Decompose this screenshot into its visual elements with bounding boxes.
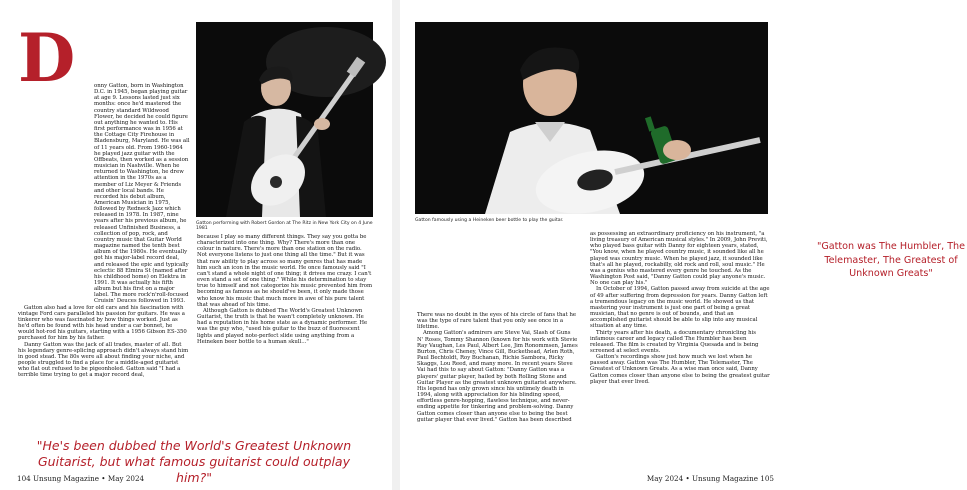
paragraph: as possessing an extraordinary proficiency on his instrument, "a living treasury of American musical styles." In 2009, John Previti, who played bass guitar with Danny for eighteen years, stated, "You know, when he played country music, it sounded like all he played was country music. When he played jazz, it sounded like that's all he played, rockabilly, old rock and roll, soul music." He was a genius who mastered every genre he touched. As the Washington Post said, "Danny Gatton could play anyone's music. No one can play his." bbox=[590, 231, 768, 287]
right-page-column-2 bbox=[590, 231, 770, 385]
page-footer: May 2024 • Unsung Magazine 105 bbox=[646, 474, 774, 483]
paragraph: Although Gatton is dubbed The World's Greatest Unknown Guitarist, the truth is that he wasn't completely unknown. He had a reputation in his home state as a dynamic performer. He was the guy who, "used his guitar to the buzz of fluorescent lights and played note-perfect slide using anything from a Heineken beer bottle to a human skull..." bbox=[197, 307, 368, 345]
paragraph: Thirty years after his death, a documentary chronicling his infamous career and legacy called The Humbler has been released. The film is created by Virginia Quesada and is being screened at select events. bbox=[590, 329, 759, 354]
guitarist-bottle-photo-illustration bbox=[415, 22, 768, 214]
left-page-column-2 bbox=[197, 234, 373, 345]
right-page bbox=[400, 0, 966, 490]
photo-gatton-performing bbox=[196, 22, 373, 217]
page-gutter bbox=[392, 0, 400, 490]
right-page-column-1 bbox=[417, 312, 578, 423]
paragraph: Gatton also had a love for old cars and his fascination with vintage Ford cars paralleled his passion for guitars. He was a tinkerer who was fascinated by how things worked. Just as he'd often be found with his head under a car bonnet, he would hot-rod his guitars, starting with a 1956 Gibson ES-350 purchased for him by his father. bbox=[18, 304, 187, 342]
paragraph: In October of 1994, Gatton passed away from suicide at the age of 49 after suffering from depression for years. Danny Gatton left a tremendous legacy on the music world. He showed us that mastering your instrument is just one part of being a great musician, that no genre is out of bounds, and that an accomplished guitarist should be able to slip into any musical situation at any time. bbox=[590, 286, 770, 330]
left-page bbox=[0, 0, 392, 490]
pull-quote: "He's been dubbed the World's Greatest Unknown Guitarist, but what famous guitarist could outplay him?" bbox=[36, 438, 352, 485]
pull-quote: "Gatton was The Humbler, The Telemaster, The Greatest of Unknown Greats" bbox=[816, 241, 966, 279]
paragraph: There was no doubt in the eyes of his circle of fans that he was the type of rare talent that you only see once in a lifetime. bbox=[417, 312, 577, 331]
left-page-column-1 bbox=[18, 83, 190, 379]
paragraph: Among Gatton's admirers are Steve Vai, Slash of Guns N' Roses, Tommy Shannon (known for his work with Stevie Ray Vaughan, Les Paul, Albert Lee, Jim Ronommsen, James Burton, Chris Cheney, Vince Gill, Buckethead, Arlen Roth, Paul Bechtoldt, Roy Buchanan, Richie Sambora, Ricky Skaggs, Lou Reed, and many more. In recent years Steve Vai had this to say about Gatton: "Danny Gatton was a players' guitar player, hailed by both Rolling Stone and Guitar Player as the greatest unknown guitarist anywhere. His legend has only grown since his untimely death in 1994, along with appreciation for his blinding speed, effortless genre-hopping, flawless technique, and never-ending appetite for tinkering and problem-solving. Danny Gatton comes closer than anyone else to being the best guitar player that ever lived." Gatton has been described bbox=[417, 330, 578, 423]
photo-gatton-beer-bottle bbox=[415, 22, 768, 214]
paragraph: because I play so many different things. They say you gotta be characterized into one thing. Why? There's more than one colour in nature. There's more than one station on the radio. Not everyone listens to just one thing all the time." But it was that raw ability to play across so many genres that has made him such an icon in the music world. He once famously said "I can't stand a whole night of one thing; it drives me crazy. I can't even stand a set of one thing." While his determination to stay true to himself and not categorize his music prevented him from becoming as famous as he should've been, it only made those who know his music that much more in awe of his pure talent that was ahead of his time. bbox=[197, 234, 373, 308]
paragraph: Gatton's recordings show just how much we lost when he passed away. Gatton was The Humbler, The Telemaster, The Greatest of Unknown Greats. As a wise man once said, Danny Gatton comes closer than anyone else to being the greatest guitar player that ever lived. bbox=[590, 354, 770, 385]
drop-cap: D bbox=[18, 19, 76, 97]
page-footer: 104 Unsung Magazine • May 2024 bbox=[17, 474, 145, 483]
paragraph: Danny Gatton was the jack of all trades, master of all. But his legendary genre-splicing approach didn't always stand him in good stead. The 80s were all about finding your niche, and people struggled to find a place for a middle-aged guitarist who flat out refused to be pigeonholed. Gatton said "I had a terrible time trying to get a major record deal, bbox=[18, 341, 189, 379]
photo-caption: Gatton famously using a Heineken beer bottle to play the guitar. bbox=[415, 218, 564, 223]
paragraph: onny Gatton, born in Washington D.C. in 1945, began playing guitar at age 9. Lessons lasted just six months: once he'd mastered the country standard Wildwood Flower, he decided he could figure out anything he wanted to. His first performance was in 1956 at the Cottage City Firehouse in Bladensburg, Maryland. He was all of 11 years old. From 1960-1964 he played jazz guitar with the Offbeats, then worked as a session musician in Nashville. When he returned to Washington, he drew attention in the 1970s as a member of Liz Meyer & Friends and other local bands. He recorded his debut album, American Musician in 1975, followed by Redneck Jazz which released in 1978. In 1987, nine years after his previous album, he released Unfinished Business, a collection of pop, rock, and country music that Guitar World magazine named the tenth best album of the 1980s. He eventually got his major-label record deal, and released the epic and typically eclectic 88 Elmira St (named after his childhood home) on Elektra in 1991. It was actually his fifth album but his first on a major label. The more rock'n'roll-focused Cruisin' Deuces followed in 1993. bbox=[94, 83, 190, 305]
guitarist-photo-illustration bbox=[196, 22, 373, 217]
photo-caption: Gatton performing with Robert Gordon at The Ritz in New York City on 4 June 1981 bbox=[196, 221, 373, 232]
